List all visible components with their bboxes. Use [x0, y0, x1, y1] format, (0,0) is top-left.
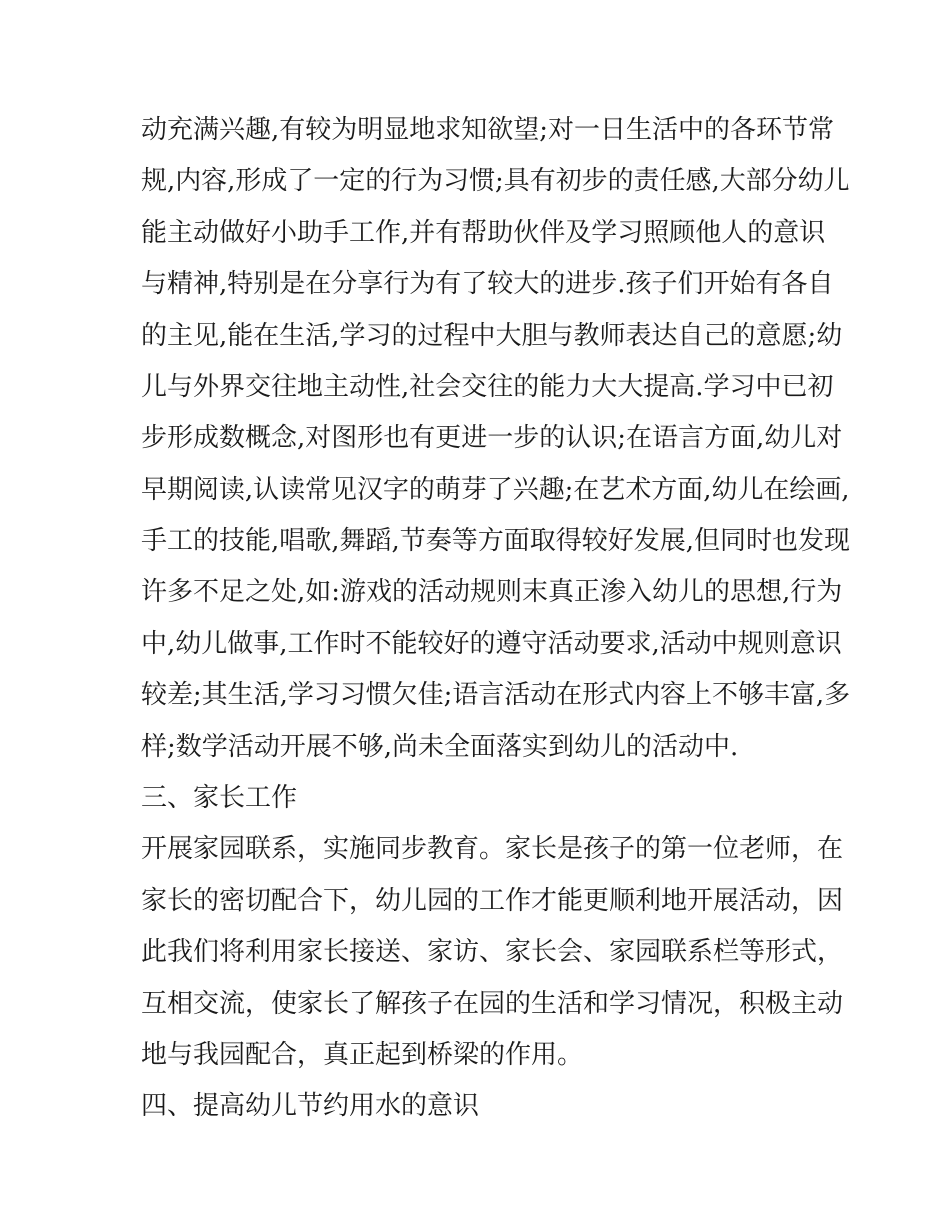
paragraph-1-line: 与精神,特别是在分享行为有了较大的进步.孩子们开始有各自 [141, 269, 834, 299]
paragraph-1-line: 早期阅读,认读常见汉字的萌芽了兴趣;在艺术方面,幼儿在绘画, [141, 475, 850, 505]
paragraph-1-line: 儿与外界交往地主动性,社会交往的能力大大提高.学习中已初 [141, 372, 834, 402]
paragraph-1-line: 步形成数概念,对图形也有更进一步的认识;在语言方面,幼儿对 [141, 423, 843, 453]
paragraph-2-line: 开展家园联系，实施同步教育。家长是孩子的第一位老师，在 [141, 834, 844, 864]
paragraph-2-line: 家长的密切配合下，幼儿园的工作才能更顺利地开展活动，因 [141, 886, 844, 916]
paragraph-1-line: 样;数学活动开展不够,尚未全面落实到幼儿的活动中. [141, 732, 739, 762]
section-heading-4: 四、提高幼儿节约用水的意识 [141, 1091, 480, 1121]
paragraph-2-line: 地与我园配合，真正起到桥梁的作用。 [141, 1040, 584, 1070]
paragraph-1-line: 许多不足之处,如:游戏的活动规则末真正渗入幼儿的思想,行为 [141, 577, 843, 607]
paragraph-2-line: 互相交流，使家长了解孩子在园的生活和学习情况，积极主动 [141, 989, 844, 1019]
paragraph-1-line: 能主动做好小助手工作,并有帮助伙伴及学习照顾他人的意识 [141, 218, 826, 248]
paragraph-1-line: 中,幼儿做事,工作时不能较好的遵守活动要求,活动中规则意识 [141, 629, 842, 659]
paragraph-1-line: 规,内容,形成了一定的行为习惯;具有初步的责任感,大部分幼儿 [141, 166, 850, 196]
paragraph-1-line: 较差;其生活,学习习惯欠佳;语言活动在形式内容上不够丰富,多 [141, 680, 851, 710]
section-heading-3: 三、家长工作 [141, 783, 298, 813]
paragraph-1-line: 手工的技能,唱歌,舞蹈,节奏等方面取得较好发展,但同时也发现 [141, 526, 851, 556]
paragraph-2-line: 此我们将利用家长接送、家访、家长会、家园联系栏等形式， [141, 937, 844, 967]
paragraph-1-line: 的主见,能在生活,学习的过程中大胆与教师表达自己的意愿;幼 [141, 321, 843, 351]
paragraph-1-line: 动充满兴趣,有较为明显地求知欲望;对一日生活中的各环节常 [141, 115, 835, 145]
